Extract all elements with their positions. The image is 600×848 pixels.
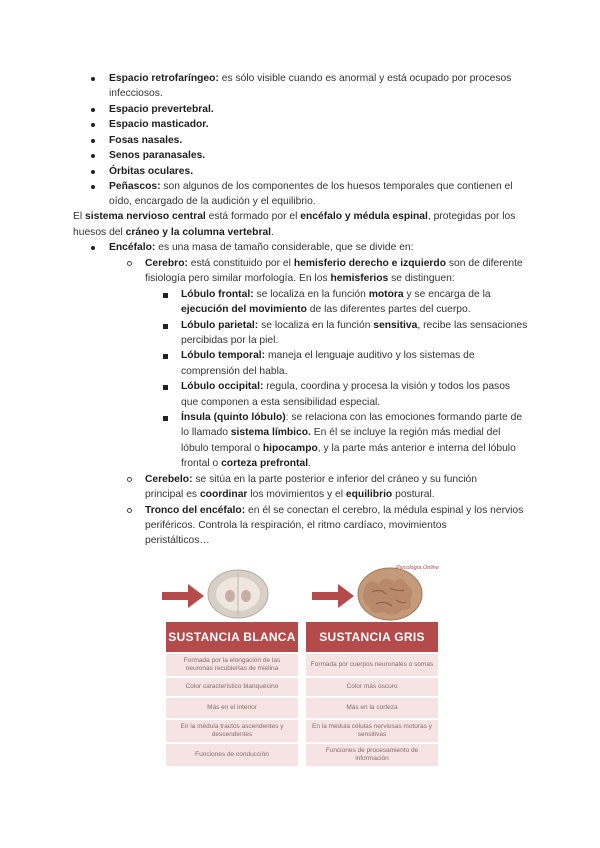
sustancia-blanca-header: SUSTANCIA BLANCA [166, 622, 298, 652]
lobulo-temporal: Lóbulo temporal: maneja el lenguaje auditivo y los sistemas de [181, 350, 475, 361]
insula: Ínsula (quinto lóbulo): se relaciona con las emociones formando parte de [181, 412, 523, 423]
lobulo-parietal: Lóbulo parietal: se localiza en la función sensitiva, recibe las sensaciones [181, 320, 528, 331]
list-item: Espacio retrofaríngeo: es sólo visible cuando es anormal y está ocupado por procesos [109, 73, 512, 84]
list-item: Órbitas oculares. [109, 166, 194, 177]
right-cell: Formada por cuerpos neuronales o somas [306, 654, 438, 676]
insula-cont: lóbulo temporal o hipocampo, y la parte más anterior e interna del lóbulo [181, 443, 516, 454]
insula-cont: lo llamado sistema límbico. En él se incluye la región más medial del [181, 427, 501, 438]
gray-matter-brain-image [310, 562, 450, 622]
left-cell: Funciones de conducción [166, 744, 298, 766]
list-item-cont: oído, encargado de la audición y el equilibrio. [109, 196, 316, 207]
sustancia-gris-header: SUSTANCIA GRIS [306, 622, 438, 652]
circle-bullet-icon [127, 508, 132, 513]
list-item: Peñascos: son algunos de los componentes de los huesos temporales que contienen el [109, 181, 513, 192]
square-bullet-icon [163, 354, 168, 359]
bullet-icon [91, 154, 95, 158]
cerebro-item-cont: fisiología pero similar morfología. En los hemisferios se distinguen: [145, 273, 455, 284]
lobulo-occipital-cont: que componen a esta sensibilidad especial. [181, 397, 381, 408]
cerebelo-item-cont: principal es coordinar los movimientos y el equilibrio postural. [145, 489, 435, 500]
lobulo-parietal-cont: percibidas por la piel. [181, 335, 279, 346]
paragraph-line: El sistema nervioso central está formado por el encéfalo y médula espinal, protegidas por los [73, 211, 516, 222]
left-cell: Color característico blanquecino [166, 678, 298, 696]
list-item: Espacio prevertebral. [109, 104, 214, 115]
lobulo-occipital: Lóbulo occipital: regula, coordina y procesa la visión y todos los pasos [181, 381, 511, 392]
arrow-icon [312, 584, 354, 608]
insula-cont: frontal o corteza prefrontal. [181, 458, 311, 469]
list-item: Senos paranasales. [109, 150, 206, 161]
bullet-icon [91, 246, 95, 250]
circle-bullet-icon [127, 477, 132, 482]
tronco-item-cont: periféricos. Controla la respiración, el ritmo cardíaco, movimientos [145, 520, 447, 531]
square-bullet-icon [163, 385, 168, 390]
bullet-icon [91, 108, 95, 112]
right-cell: En la médula células nerviosas motoras y sensitivas [306, 720, 438, 742]
right-cell: Color más oscuro [306, 678, 438, 696]
cerebelo-item: Cerebelo: se sitúa en la parte posterior e inferior del cráneo y su función [145, 474, 477, 485]
tronco-item: Tronco del encéfalo: en él se conectan el cerebro, la médula espinal y los nervios [145, 505, 524, 516]
list-item-cont: infecciosos. [109, 88, 163, 99]
right-cell: Más en la corteza [306, 698, 438, 718]
encefalo-item: Encéfalo: es una masa de tamaño considerable, que se divide en: [109, 242, 414, 253]
arrow-icon [162, 584, 204, 608]
left-cell: Más en el interior [166, 698, 298, 718]
bullet-icon [91, 123, 95, 127]
right-cell: Funciones de procesamiento de información [306, 744, 438, 766]
square-bullet-icon [163, 293, 168, 298]
white-matter-brain-image [160, 562, 300, 622]
lobulo-frontal: Lóbulo frontal: se localiza en la función motora y se encarga de la [181, 289, 491, 300]
bullet-icon [91, 139, 95, 143]
cerebro-item: Cerebro: está constituido por el hemisferio derecho e izquierdo son de diferente [145, 258, 523, 269]
lobulo-temporal-cont: comprensión del habla. [181, 366, 288, 377]
left-cell: Formada por la elongación de las neuronas recubiertas de mielina [166, 654, 298, 676]
lobulo-frontal-cont: ejecución del movimiento de las diferentes partes del cuerpo. [181, 304, 471, 315]
sustancia-figure [160, 562, 450, 777]
logo-text: Psicología Online [396, 565, 439, 571]
circle-bullet-icon [127, 261, 132, 266]
list-item: Fosas nasales. [109, 135, 183, 146]
square-bullet-icon [163, 416, 168, 421]
bullet-icon [91, 77, 95, 81]
paragraph-line: huesos del cráneo y la columna vertebral. [73, 227, 274, 238]
left-cell: En la médula tractos ascendentes y descendentes [166, 720, 298, 742]
tronco-item-cont: peristálticos… [145, 535, 210, 546]
bullet-icon [91, 185, 95, 189]
list-item: Espacio masticador. [109, 119, 209, 130]
bullet-icon [91, 170, 95, 174]
square-bullet-icon [163, 324, 168, 329]
